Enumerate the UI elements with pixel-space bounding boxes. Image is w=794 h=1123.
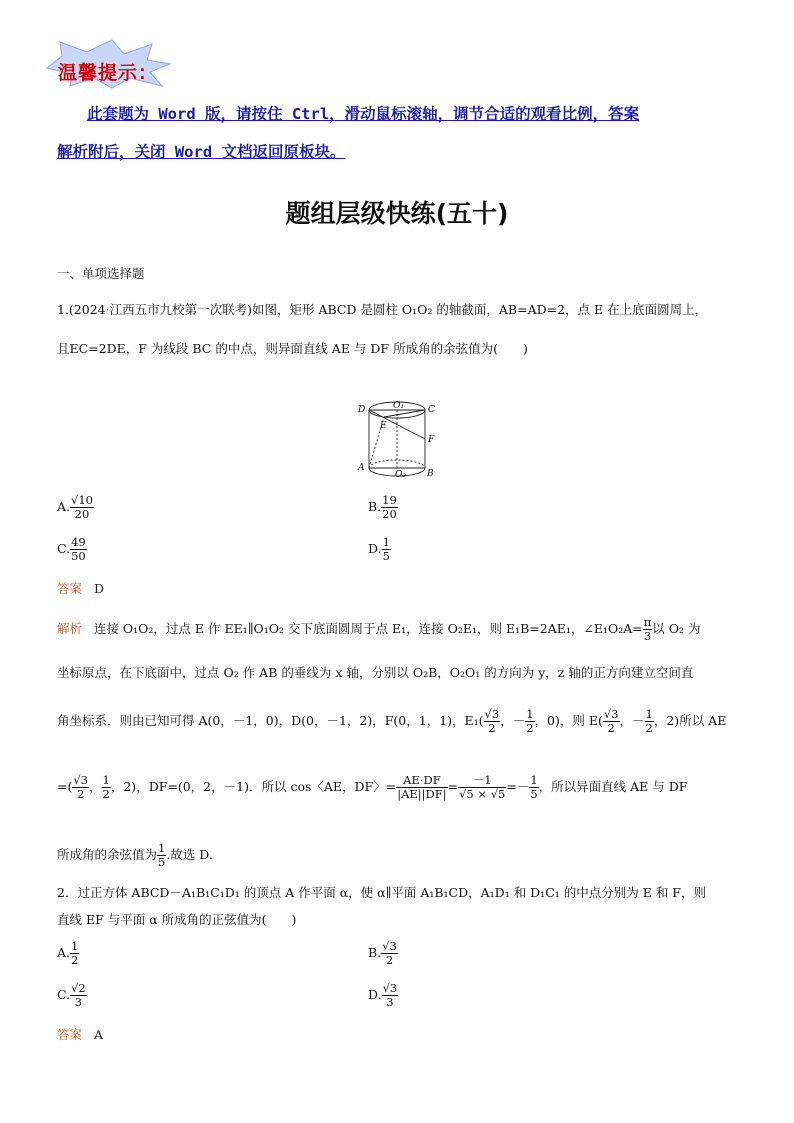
q2-option-d: D. $\frac{√3}{3}$ [368, 981, 398, 1009]
fig-label-C: C [428, 405, 435, 415]
tip-label: 温馨提示： [58, 62, 159, 84]
tip-line-1: 此套题为 Word 版，请按住 Ctrl，滑动鼠标滚轴，调节合适的观看比例，答案 [87, 105, 640, 123]
q2-option-a: A. $\frac{1}{2}$ [57, 939, 79, 967]
q2-stem-line-2: 直线 EF 与平面 α 所成角的正弦值为( ) [57, 912, 297, 927]
q1-option-d: D. $\frac{1}{5}$ [368, 535, 390, 563]
fig-label-O1: O₁ [393, 401, 404, 411]
fig-label-O2: O₂ [395, 470, 406, 480]
q2-option-c: C. $\frac{√2}{3}$ [57, 981, 86, 1009]
q1-option-b: B. $\frac{19}{20}$ [368, 493, 397, 521]
fig-label-A: A [358, 463, 365, 473]
fig-label-F: F [428, 435, 435, 445]
q1-analysis-line-1: 解析 连接 O₁O₂，过点 E 作 EE₁∥O₁O₂ 交下底面圆周于点 E₁，连接 O₂E₁，则 E₁B=2AE₁，∠E₁O₂A= $\frac{\pi}{3}$ 以 O₂ 为 [57, 615, 701, 643]
q1-answer: 答案 D [57, 581, 104, 596]
cylinder-figure [355, 398, 445, 486]
fig-label-B: B [427, 469, 434, 479]
q2-answer: 答案 A [57, 1027, 103, 1042]
q1-analysis-line-3: 角坐标系．则由已知可得 A(0，－1，0)，D(0，－1，2)，F(0，1，1)，E₁( $\frac{√3}{2}$ ，－ $\frac{1}{2}$ ，0)，则 E( $\frac{√3}{2}$ ，－ $\frac{1}{2}$ ，2)所以 AE [57, 707, 727, 735]
q2-option-b: B. $\frac{√3}{2}$ [368, 939, 397, 967]
q1-stem-line-1: 1.(2024·江西五市九校第一次联考)如图，矩形 ABCD 是圆柱 O₁O₂ 的轴截面，AB=AD=2，点 E 在上底面圆周上， [57, 302, 708, 317]
fig-label-E: E [380, 421, 387, 431]
q1-option-a: A. $\frac{√10}{20}$ [57, 493, 93, 521]
q1-analysis-line-2: 坐标原点，在下底面中，过点 O₂ 作 AB 的垂线为 x 轴，分别以 O₂B，O₂O₁ 的方向为 y，z 轴的正方向建立空间直 [57, 665, 694, 680]
page-title: 题组层级快练(五十) [285, 199, 509, 228]
q1-stem-line-2: 且EC=2DE，F 为线段 BC 的中点，则异面直线 AE 与 DF 所成角的余弦值为( ) [57, 341, 528, 356]
fig-label-D: D [358, 405, 366, 415]
q1-option-c: C. $\frac{49}{50}$ [57, 535, 86, 563]
q1-analysis-line-4: =( $\frac{√3}{2}$ ， $\frac{1}{2}$ ，2)，DF=(0，2，－1)．所以 cos〈AE，DF〉= $\frac{AE\cdot DF}{|AE||DF|}$ = $\frac{-1}{√5 \times √5}$ =－ $\frac{1}{5}$ ，所以异面直线 AE 与 DF [57, 773, 688, 801]
q1-analysis-line-5: 所成角的余弦值为 $\frac{1}{5}$ .故选 D. [57, 841, 213, 869]
q2-stem-line-1: 2．过正方体 ABCD－A₁B₁C₁D₁ 的顶点 A 作平面 α，使 α∥平面 A₁B₁CD，A₁D₁ 和 D₁C₁ 的中点分别为 E 和 F，则 [57, 885, 706, 900]
tip-line-2: 解析附后，关闭 Word 文档返回原板块。 [57, 143, 346, 161]
section-heading: 一、单项选择题 [57, 266, 145, 281]
